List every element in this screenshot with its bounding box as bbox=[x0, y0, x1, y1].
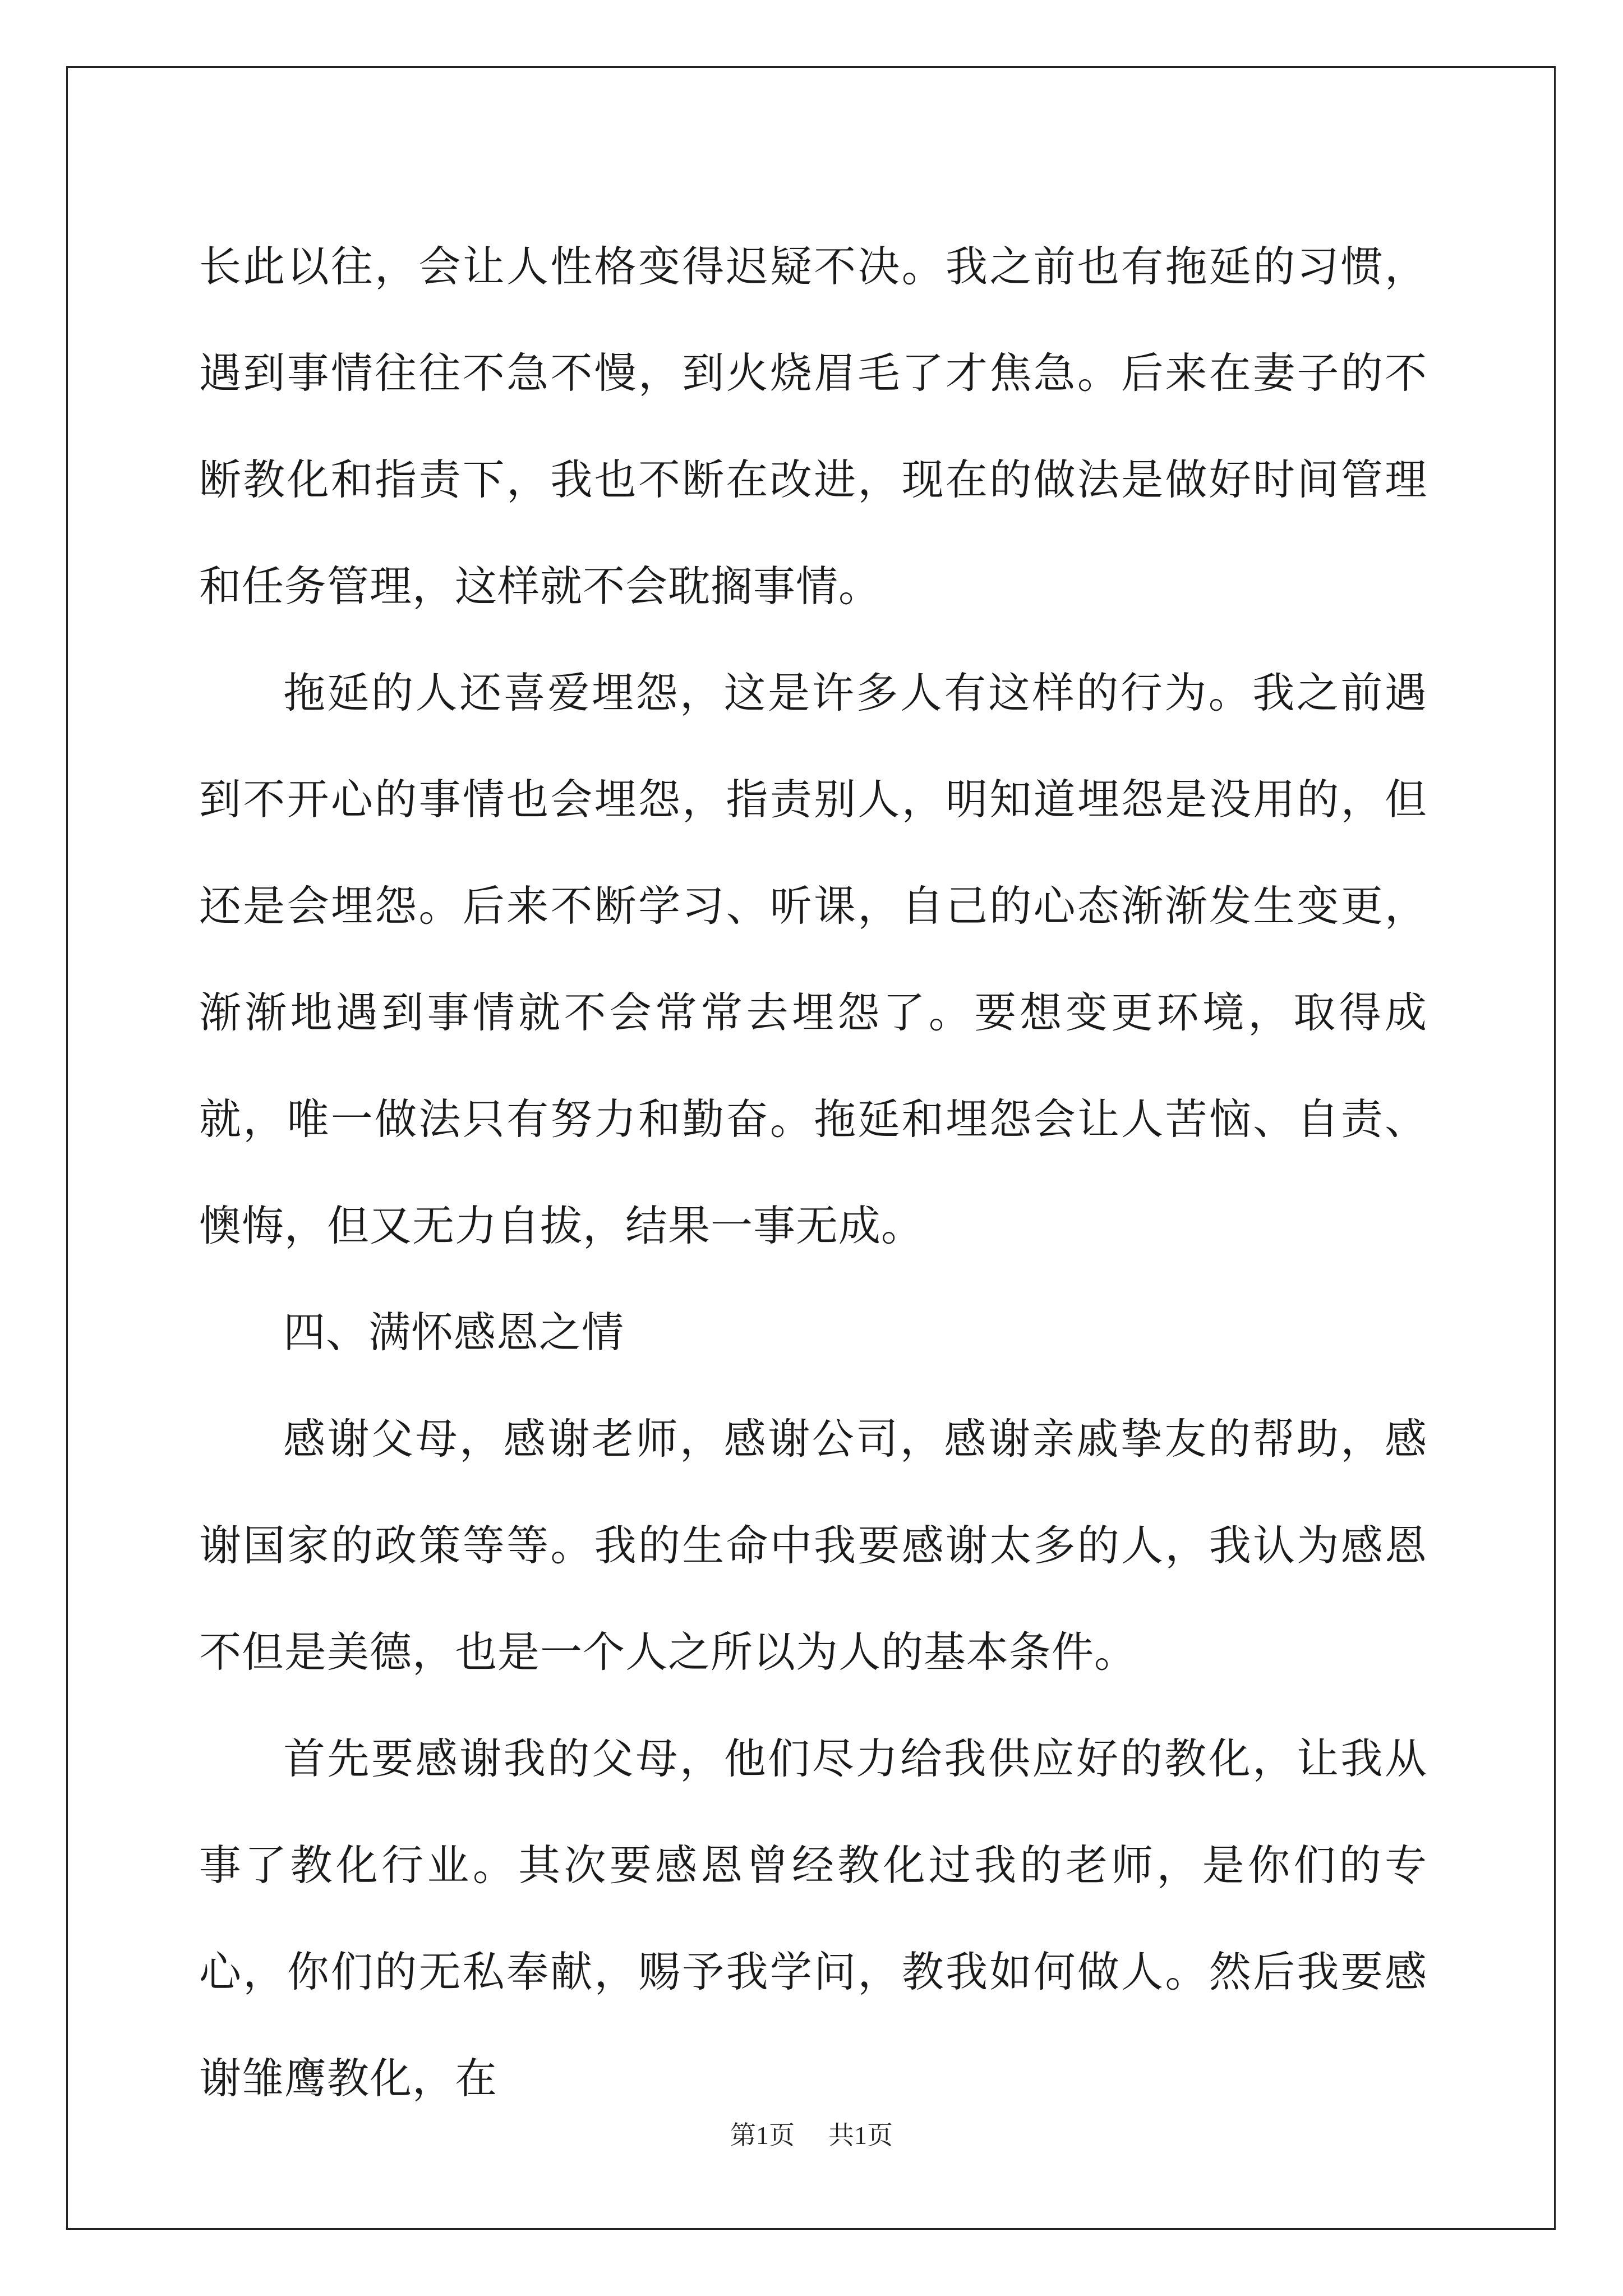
page-footer bbox=[0, 2115, 1623, 2152]
paragraph-3: 感谢父母，感谢老师，感谢公司，感谢亲戚挚友的帮助，感谢国家的政策等等。我的生命中我要感谢太多的人，我认为感恩不但是美德，也是一个人之所以为人的基本条件。 bbox=[199, 1414, 1427, 1677]
section-heading: 四、满怀感恩之情 bbox=[283, 1308, 625, 1357]
paragraph-2: 拖延的人还喜爱埋怨，这是许多人有这样的行为。我之前遇到不开心的事情也会埋怨，指责别人，明知道埋怨是没用的，但还是会埋怨。后来不断学习、听课，自己的心态渐渐发生变更，渐渐地遇到事情就不会常常去埋怨了。要想变更环境，取得成就，唯一做法只有努力和勤奋。拖延和埋怨会让人苦恼、自责、懊悔，但又无力自拔，结果一事无成。 bbox=[199, 668, 1427, 1250]
page-number: 第1页 bbox=[730, 2121, 795, 2150]
paragraph-1: 长此以往，会让人性格变得迟疑不决。我之前也有拖延的习惯，遇到事情往往不急不慢，到火烧眉毛了才焦急。后来在妻子的不断教化和指责下，我也不断在改进，现在的做法是做好时间管理和任务管理，这样就不会耽搁事情。 bbox=[199, 242, 1427, 611]
paragraph-4: 首先要感谢我的父母，他们尽力给我供应好的教化，让我从事了教化行业。其次要感恩曾经教化过我的老师，是你们的专心，你们的无私奉献，赐予我学问，教我如何做人。然后我要感谢雏鹰教化，在 bbox=[199, 1734, 1427, 2103]
page-total: 共1页 bbox=[828, 2121, 893, 2150]
document-body bbox=[199, 213, 1427, 2132]
